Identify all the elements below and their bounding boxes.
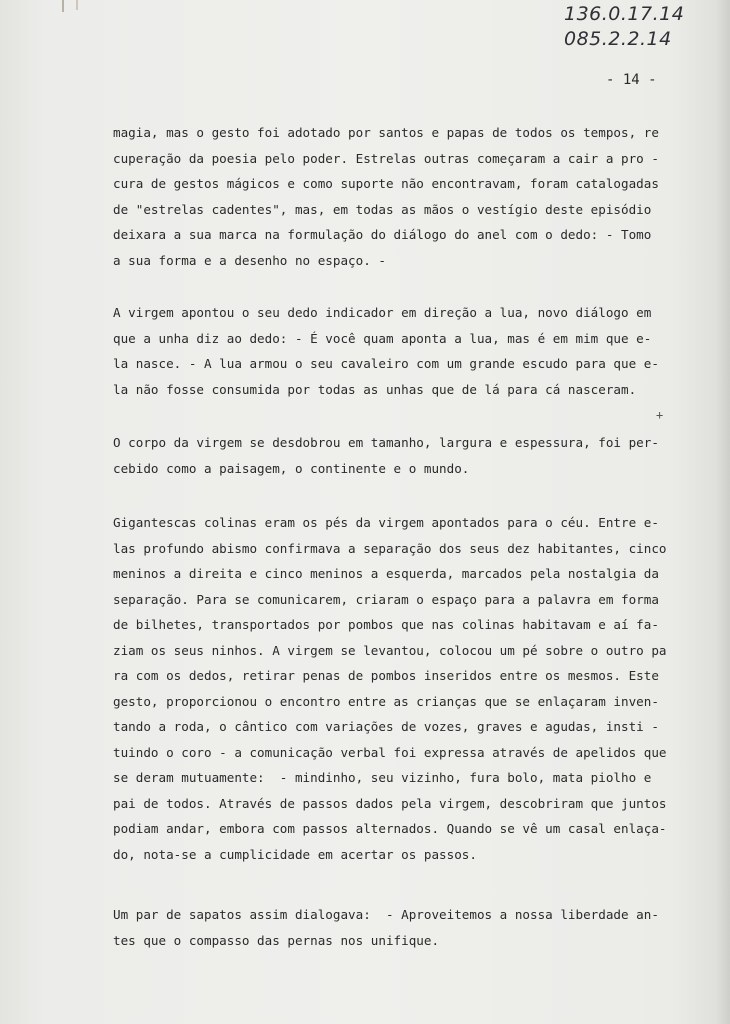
text-line: que a unha diz ao dedo: - É você quam aponta a lua, mas é em mim que e-: [113, 330, 652, 346]
archive-code-line-1: 136.0.17.14: [564, 3, 685, 25]
text-line: do, nota-se a cumplicidade em acertar os passos.: [113, 846, 477, 862]
paragraph: [113, 120, 673, 273]
text-line: deixara a sua marca na formulação do diálogo do anel com o dedo: - Tomo: [113, 227, 652, 242]
text-line: se deram mutuamente: - mindinho, seu vizinho, fura bolo, mata piolho e: [113, 770, 652, 785]
paragraph: [113, 902, 673, 953]
paragraph: [113, 510, 673, 867]
text-line: tando a roda, o cântico com variações de vozes, graves e agudas, insti -: [113, 719, 659, 734]
text-line: A virgem apontou o seu dedo indicador em direção a lua, novo diálogo em: [113, 305, 652, 320]
text-line: a sua forma e a desenho no espaço. -: [113, 252, 386, 268]
paragraph: [113, 430, 673, 481]
paper-fold-mark: [76, 0, 78, 10]
page-number: - 14 -: [606, 72, 657, 88]
text-line: la nasce. - A lua armou o seu cavaleiro com um grande escudo para que e-: [113, 356, 659, 371]
paragraph: [113, 300, 673, 402]
text-line: O corpo da virgem se desdobrou em tamanho, largura e espessura, foi per-: [113, 435, 659, 450]
text-line: cebido como a paisagem, o continente e o mundo.: [113, 460, 470, 476]
text-line: meninos a direita e cinco meninos a esquerda, marcados pela nostalgia da: [113, 566, 659, 581]
paper-fold-mark: [62, 0, 64, 12]
text-line: cuperação da poesia pelo poder. Estrelas outras começaram a cair a pro -: [113, 150, 659, 166]
handwritten-cross-mark: +: [656, 408, 664, 422]
text-line: tes que o compasso das pernas nos unifique.: [113, 932, 440, 948]
text-line: separação. Para se comunicarem, criaram o espaço para a palavra em forma: [113, 591, 659, 607]
text-line: ziam os seus ninhos. A virgem se levantou, colocou um pé sobre o outro pa: [113, 642, 667, 658]
text-line: las profundo abismo confirmava a separação dos seus dez habitantes, cinco: [113, 540, 667, 556]
text-line: pai de todos. Através de passos dados pela virgem, descobriram que juntos: [113, 795, 667, 811]
archive-code-line-2: 085.2.2.14: [564, 28, 672, 50]
page-edge-shadow: [716, 0, 730, 1024]
text-line: tuindo o coro - a comunicação verbal foi expressa através de apelidos que: [113, 744, 667, 760]
text-line: Um par de sapatos assim dialogava: - Aproveitemos a nossa liberdade an-: [113, 907, 659, 922]
text-line: ra com os dedos, retirar penas de pombos inseridos entre os mesmos. Este: [113, 668, 659, 683]
text-line: cura de gestos mágicos e como suporte não encontravam, foram catalogadas: [113, 176, 659, 191]
text-line: Gigantescas colinas eram os pés da virgem apontados para o céu. Entre e-: [113, 515, 659, 530]
text-line: la não fosse consumida por todas as unhas que de lá para cá nasceram.: [113, 381, 637, 397]
text-line: podiam andar, embora com passos alternados. Quando se vê um casal enlaça-: [113, 821, 667, 836]
text-line: gesto, proporcionou o encontro entre as crianças que se enlaçaram inven-: [113, 693, 659, 709]
text-line: de bilhetes, transportados por pombos que nas colinas habitavam e aí fa-: [113, 617, 659, 632]
text-line: de "estrelas cadentes", mas, em todas as mãos o vestígio deste episódio: [113, 201, 652, 217]
text-line: magia, mas o gesto foi adotado por santos e papas de todos os tempos, re: [113, 125, 659, 140]
